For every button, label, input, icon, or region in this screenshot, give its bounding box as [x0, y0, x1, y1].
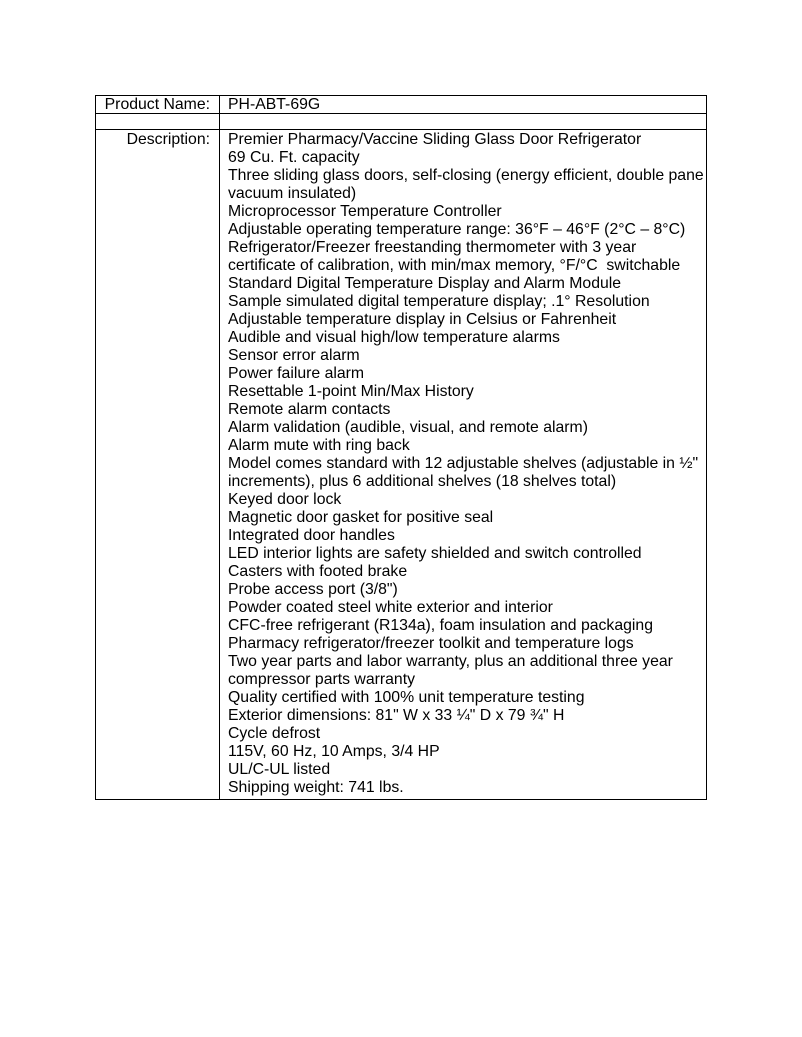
- description-line: Audible and visual high/low temperature alarms: [228, 329, 560, 347]
- description-line: Cycle defrost: [228, 725, 321, 743]
- description-line: Exterior dimensions: 81" W x 33 ¼" D x 79 ¾" H: [228, 707, 565, 725]
- product-name-value: PH-ABT-69G: [228, 96, 321, 113]
- description-line: Probe access port (3/8"): [228, 581, 398, 599]
- description-line: 69 Cu. Ft. capacity: [228, 149, 360, 167]
- description-line: Keyed door lock: [228, 491, 342, 509]
- description-line: Sample simulated digital temperature display; .1° Resolution: [228, 293, 650, 311]
- description-line: Quality certified with 100% unit temperature testing: [228, 689, 585, 707]
- description-row: [96, 130, 709, 799]
- description-line: CFC-free refrigerant (R134a), foam insulation and packaging: [228, 617, 653, 635]
- description-label: Description:: [96, 130, 220, 799]
- description-line: Two year parts and labor warranty, plus an additional three year compressor parts warranty: [228, 653, 678, 689]
- description-line: Premier Pharmacy/Vaccine Sliding Glass Door Refrigerator: [228, 131, 642, 149]
- description-line: Casters with footed brake: [228, 563, 408, 581]
- description-line: Magnetic door gasket for positive seal: [228, 509, 494, 527]
- description-line: Adjustable operating temperature range: 36°F – 46°F (2°C – 8°C): [228, 221, 686, 239]
- description-line: UL/C-UL listed: [228, 761, 331, 779]
- description-line: Resettable 1-point Min/Max History: [228, 383, 474, 401]
- product-spec-table: [95, 95, 707, 800]
- description-line: Three sliding glass doors, self-closing (energy efficient, double pane vacuum insulated): [228, 167, 709, 203]
- description-line: Model comes standard with 12 adjustable shelves (adjustable in ½" increments), plus 6 additional shelves (18 shelves total): [228, 455, 703, 491]
- description-line: Adjustable temperature display in Celsius or Fahrenheit: [228, 311, 617, 329]
- description-line: Alarm validation (audible, visual, and remote alarm): [228, 419, 588, 437]
- description-content: [220, 130, 709, 799]
- description-line: Refrigerator/Freezer freestanding thermometer with 3 year certificate of calibration, with min/max memory, °F/°C switchable: [228, 239, 681, 275]
- spacer-row: [96, 114, 706, 130]
- spacer-row-label: [96, 114, 220, 129]
- description-line: Alarm mute with ring back: [228, 437, 410, 455]
- description-line: Shipping weight: 741 lbs.: [228, 779, 404, 797]
- description-line: Standard Digital Temperature Display and Alarm Module: [228, 275, 622, 293]
- spacer-row-value: [220, 114, 706, 129]
- description-line: Pharmacy refrigerator/freezer toolkit and temperature logs: [228, 635, 634, 653]
- description-line: Remote alarm contacts: [228, 401, 391, 419]
- description-line: Sensor error alarm: [228, 347, 360, 365]
- description-line: 115V, 60 Hz, 10 Amps, 3/4 HP: [228, 743, 440, 761]
- description-line: Integrated door handles: [228, 527, 395, 545]
- product-name-row: [96, 96, 706, 114]
- description-line: Powder coated steel white exterior and interior: [228, 599, 553, 617]
- description-line: Microprocessor Temperature Controller: [228, 203, 502, 221]
- description-line: LED interior lights are safety shielded and switch controlled: [228, 545, 642, 563]
- description-line: Power failure alarm: [228, 365, 365, 383]
- product-name-label: Product Name:: [96, 96, 220, 113]
